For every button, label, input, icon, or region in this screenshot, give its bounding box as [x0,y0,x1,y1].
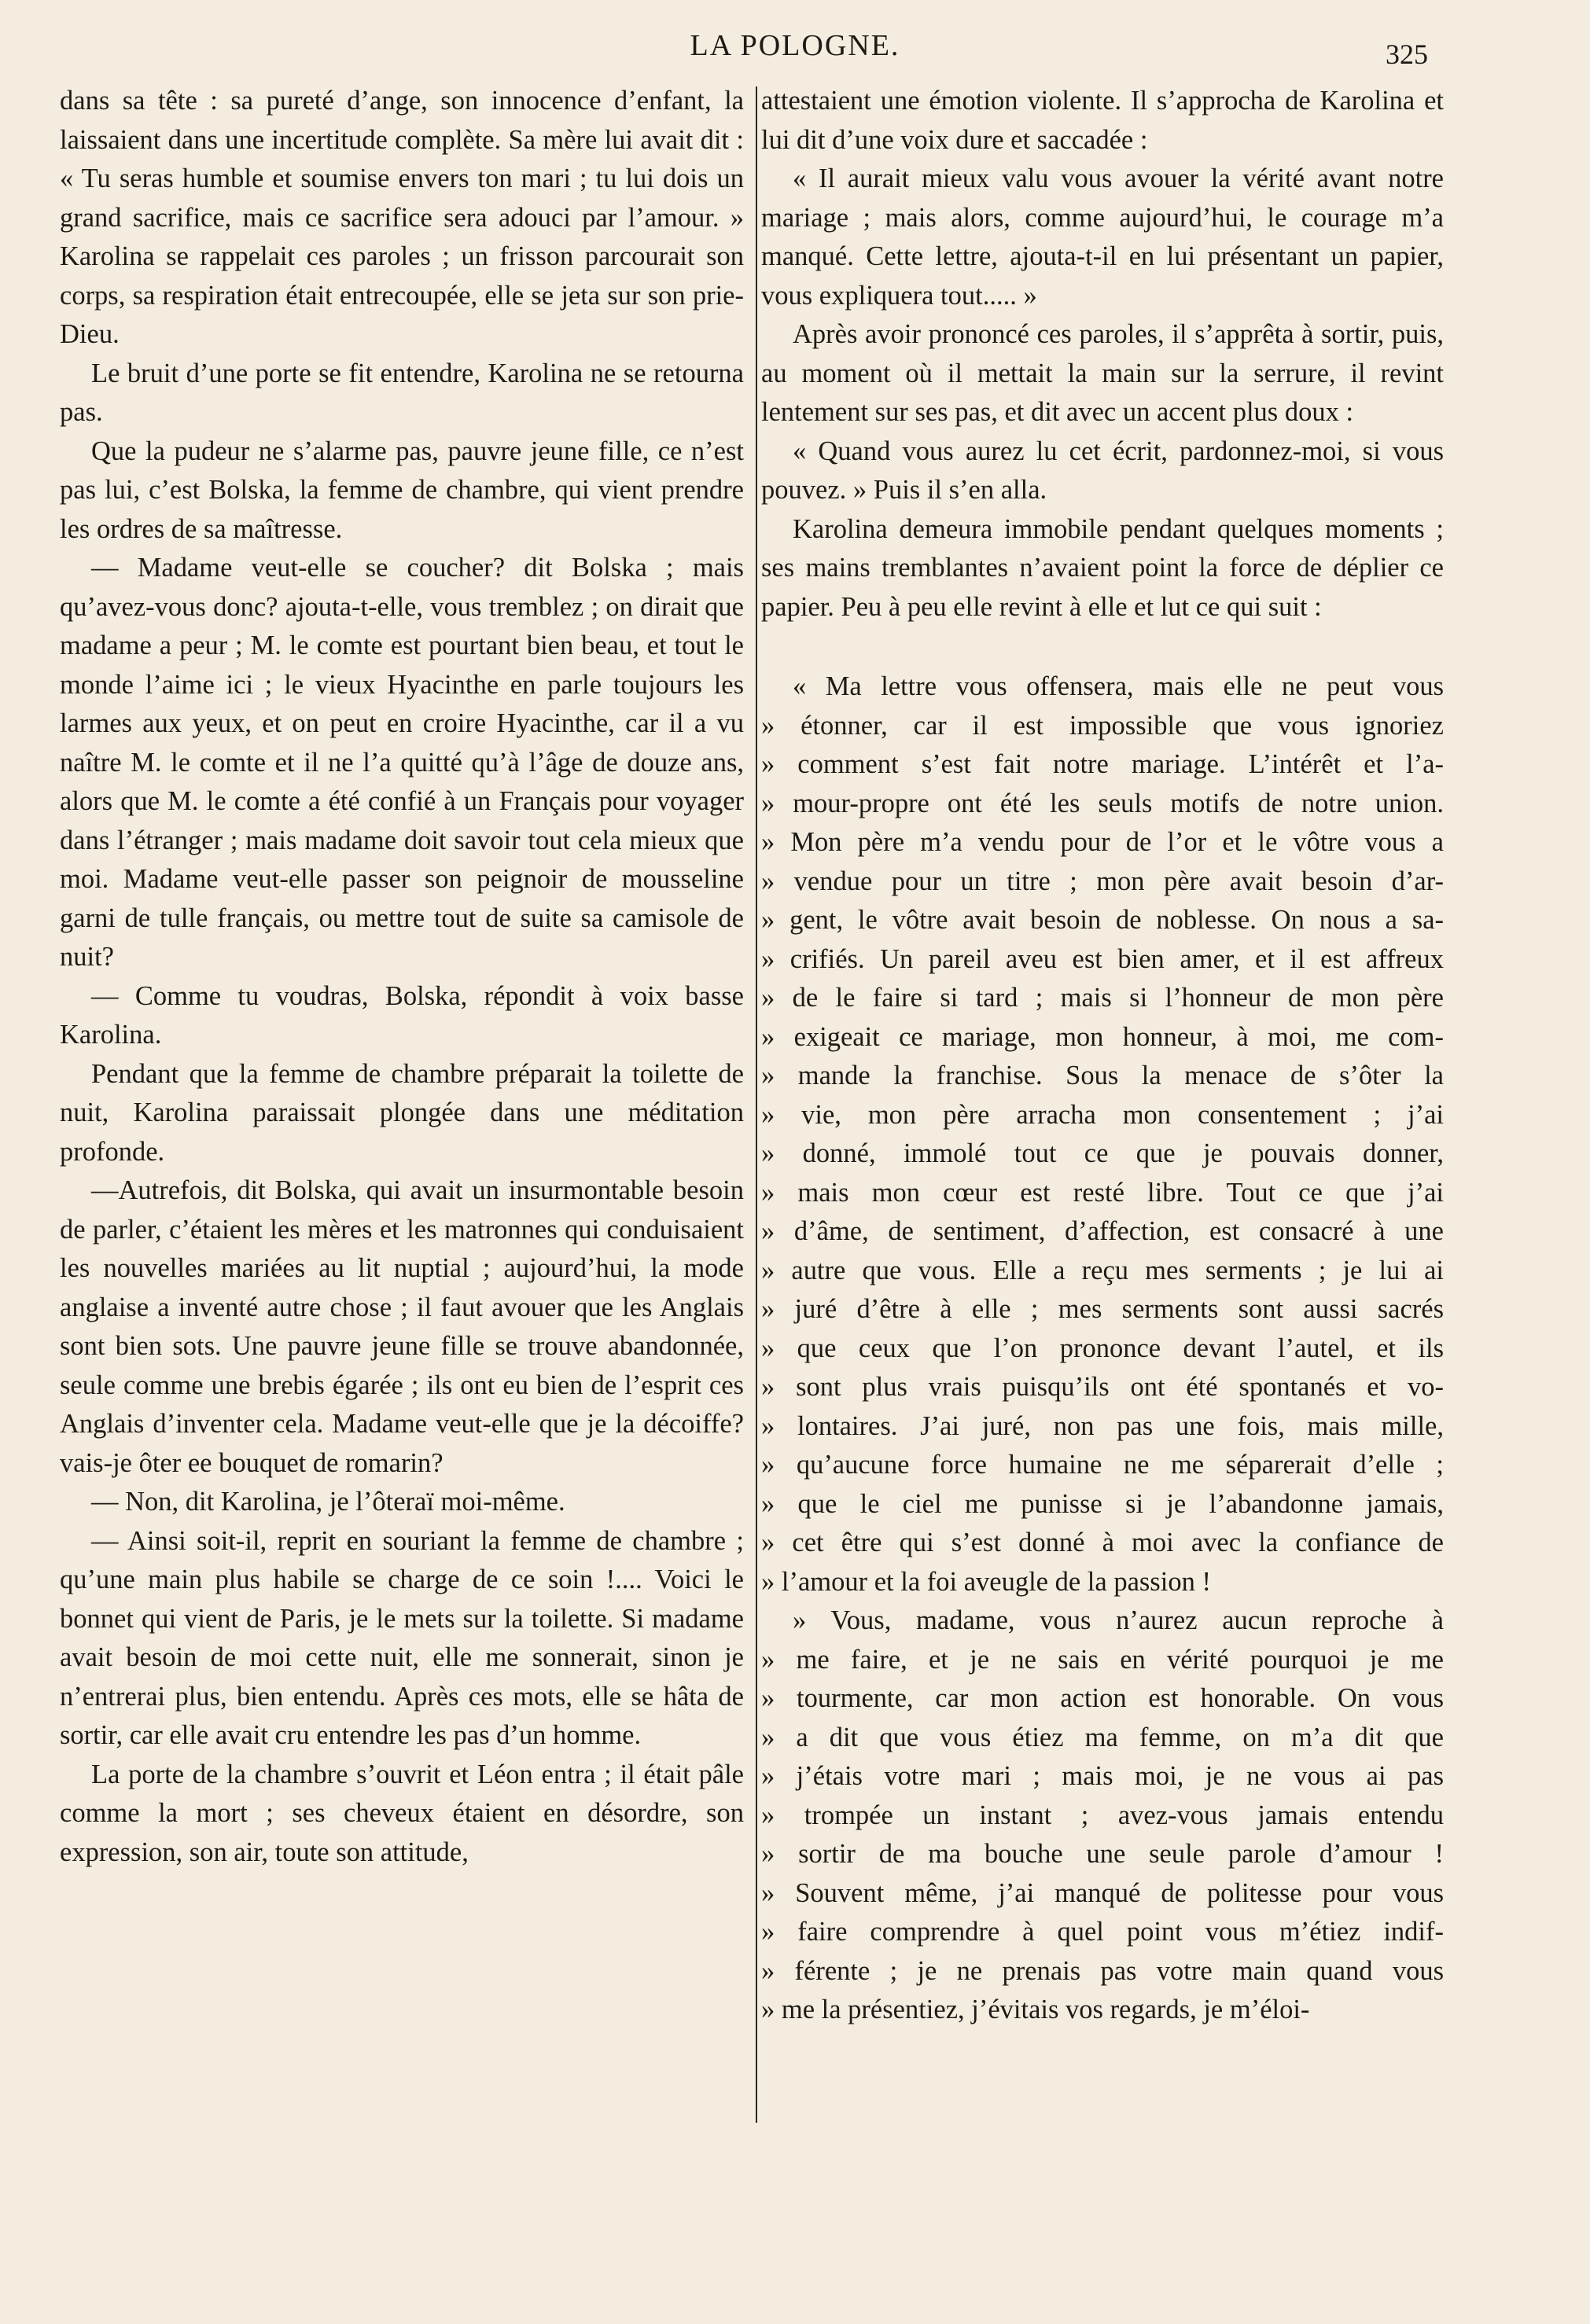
letter-block [761,667,1444,2030]
letter-line: » cet être qui s’est donné à moi avec la confiance de [761,1528,1444,1557]
letter-line: » crifiés. Un pareil aveu est bien amer, et il est affreux [761,943,1444,974]
letter-line: » donné, immolé tout ce que je pouvais donner, [761,1138,1444,1168]
letter-line: » mande la franchise. Sous la menace de s’ôter la [761,1061,1444,1090]
letter-line: » comment s’est fait notre mariage. L’intérêt et l’a- [761,749,1444,779]
paragraph: Karolina demeura immobile pendant quelques moments ; ses mains tremblantes n’avaient point la force de déplier ce papier. Peu à peu elle revint à elle et lut ce qui suit : [761,513,1444,622]
running-title: LA POLOGNE. [690,29,900,62]
letter-line: » Vous, madame, vous n’aurez aucun reproche à [793,1605,1444,1635]
letter-line: » sont plus vrais puisqu’ils ont été spontanés et vo- [761,1372,1444,1402]
letter-line: » trompée un instant ; avez-vous jamais entendu [761,1800,1444,1830]
paragraph: —Autrefois, dit Bolska, qui avait un insurmontable besoin de parler, c’étaient les mères et les matronnes qui conduisaient les nouvelles mariées au lit nuptial ; aujourd’hui, la mode anglaise a inventé autre chose ; il faut avouer que les Anglais sont bien sots. Une pauvre jeune fille se trouve abandonnée, seule comme une brebis égarée ; ils ont eu bien de l’esprit ces Anglais d’inventer cela. Madame veut-elle que je la décoiffe? vais-je ôter ee bouquet de romarin? [60,1175,744,1478]
paragraph: « Il aurait mieux valu vous avouer la vérité avant notre mariage ; mais alors, comme aujourd’hui, le courage m’a manqué. Cette lettre, ajouta-t-il en lui présentant un papier, vous expliquera tout..... » [761,164,1444,311]
letter-line: » faire comprendre à quel point vous m’étiez indif- [761,1917,1444,1947]
paragraph: La porte de la chambre s’ouvrit et Léon entra ; il était pâle comme la mort ; ses cheveux étaient en désordre, son expression, son air, toute son attitude, [60,1759,744,1867]
letter-line: » vendue pour un titre ; mon père avait besoin d’ar- [761,866,1444,896]
paragraph: attestaient une émotion violente. Il s’approcha de Karolina et lui dit d’une voix dure et saccadée : [761,86,1444,155]
letter-line: » exigeait ce mariage, mon honneur, à moi, me com- [761,1021,1444,1052]
letter-line: » Souvent même, j’ai manqué de politesse pour vous [761,1877,1444,1908]
letter-line: » l’amour et la foi aveugle de la passion ! [761,1566,1211,1597]
paragraph: Pendant que la femme de chambre préparait la toilette de nuit, Karolina paraissait plongée dans une méditation profonde. [60,1058,744,1167]
paragraph: — Non, dit Karolina, je l’ôteraï moi-même. [91,1487,565,1517]
paragraph: — Ainsi soit-il, reprit en souriant la femme de chambre ; qu’une main plus habile se charge de ce soin !.... Voici le bonnet qui vient de Paris, je le mets sur la toilette. Si madame avait besoin de moi cette nuit, elle me sonnerait, sinon je n’entrerai plus, bien entendu. Après ces mots, elle se hâta de sortir, car elle avait cru entendre les pas d’un homme. [60,1525,744,1750]
letter-line: » férente ; je ne prenais pas votre main quand vous [761,1955,1444,1986]
letter-line: » que le ciel me punisse si je l’abandonne jamais, [761,1488,1444,1519]
letter-line: » j’étais votre mari ; mais moi, je ne vous ai pas [761,1761,1444,1791]
letter-line: » tourmente, car mon action est honorable. On vous [761,1683,1444,1713]
letter-line: » Mon père m’a vendu pour de l’or et le vôtre vous a [761,827,1444,857]
letter-line: » lontaires. J’ai juré, non pas une fois, mais mille, [761,1410,1444,1441]
right-column [761,82,1444,2030]
letter-line: » étonner, car il est impossible que vous ignoriez [761,710,1444,741]
letter-line: » autre que vous. Elle a reçu mes serments ; je lui ai [761,1255,1444,1285]
paragraph: Après avoir prononcé ces paroles, il s’apprêta à sortir, puis, au moment où il mettait la main sur la serrure, il revint lentement sur ses pas, et dit avec un accent plus doux : [761,319,1444,427]
paragraph: Que la pudeur ne s’alarme pas, pauvre jeune fille, ce n’est pas lui, c’est Bolska, la femme de chambre, qui vient prendre les ordres de sa maîtresse. [60,436,744,544]
letter-line: » me la présentiez, j’évitais vos regards, je m’éloi- [761,1995,1310,2024]
paragraph: — Comme tu voudras, Bolska, répondit à voix basse Karolina. [60,980,744,1050]
letter-line: » a dit que vous étiez ma femme, on m’a dit que [761,1722,1444,1752]
letter-line: » gent, le vôtre avait besoin de noblesse. On nous a sa- [761,905,1444,935]
letter-line: » de le faire si tard ; mais si l’honneur de mon père [761,983,1444,1013]
letter-line: » juré d’être à elle ; mes serments sont aussi sacrés [761,1294,1444,1324]
letter-line: » sortir de ma bouche une seule parole d’amour ! [761,1839,1444,1869]
letter-line: » vie, mon père arracha mon consentement ; j’ai [761,1099,1444,1130]
letter-line: » mais mon cœur est resté libre. Tout ce que j’ai [761,1177,1444,1208]
letter-line: « Ma lettre vous offensera, mais elle ne peut vous [793,671,1444,701]
paragraph: dans sa tête : sa pureté d’ange, son innocence d’enfant, la laissaient dans une incertitude complète. Sa mère lui avait dit : « Tu seras humble et soumise envers ton mari ; tu lui dois un grand sacrifice, mais ce sacrifice sera adouci par l’amour. » Karolina se rappelait ces paroles ; un frisson parcourait son corps, sa respiration était entrecoupée, elle se jeta sur son prie-Dieu. [60,86,744,349]
left-column [60,82,744,1872]
letter-line: » me faire, et je ne sais en vérité pourquoi je me [761,1644,1444,1675]
page-number: 325 [1386,39,1428,70]
letter-line: » qu’aucune force humaine ne me séparerait d’elle ; [761,1450,1444,1480]
letter-line: » d’âme, de sentiment, d’affection, est consacré à une [761,1216,1444,1246]
letter-line: » que ceux que l’on prononce devant l’autel, et ils [761,1333,1444,1363]
column-divider [756,86,757,2123]
paragraph: « Quand vous aurez lu cet écrit, pardonnez-moi, si vous pouvez. » Puis il s’en alla. [761,436,1444,505]
paragraph: Le bruit d’une porte se fit entendre, Karolina ne se retourna pas. [60,358,744,427]
letter-line: » mour-propre ont été les seuls motifs de notre union. [761,788,1444,818]
paragraph: — Madame veut-elle se coucher? dit Bolska ; mais qu’avez-vous donc? ajouta-t-elle, vous tremblez ; on dirait que madame a peur ; M. le comte est pourtant bien beau, et tout le monde l’aime ici ; le vieux Hyacinthe en parle toujours les larmes aux yeux, et on peut en croire Hyacinthe, car il a vu naître M. le comte et il ne l’a quitté qu’à l’âge de douze ans, alors que M. le comte a été confié à un Français pour voyager dans l’étranger ; mais madame doit savoir tout cela mieux que moi. Madame veut-elle passer son peignoir de mousseline garni de tulle français, ou mettre tout de suite sa camisole de nuit? [60,553,744,972]
